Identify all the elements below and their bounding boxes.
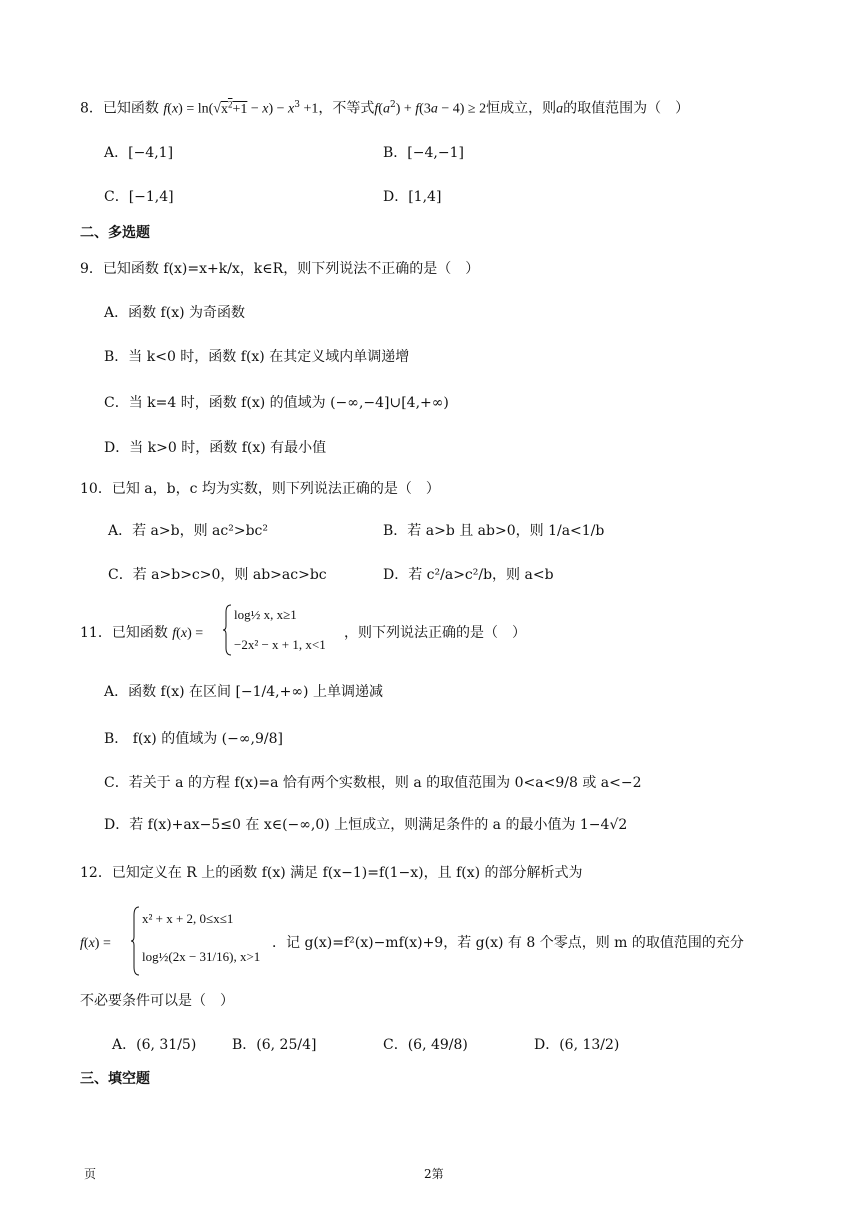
- q9-stem: 9．已知函数 f(x)=x+k/x，k∈R，则下列说法不正确的是（ ）: [80, 261, 480, 277]
- q8-var: a: [556, 101, 564, 117]
- q12-piece2: log½(2x − 31/16), x>1: [142, 949, 261, 964]
- q8-stem: 8．已知函数 $f(x) = \ln(√x^2+1 - x) - x^3 +1$，不等式$f(a^2) + f(3a - 4) \ge 2$恒成立，则a的取值范围为（ ）: [80, 99, 690, 117]
- q11-option-c: C．若关于 a 的方程 f(x)=a 恰有两个实数根，则 a 的取值范围为 0<a<9/8 或 a<−2: [104, 775, 642, 791]
- q11-option-b: B． f(x) 的值域为 (−∞,9/8]: [104, 731, 283, 747]
- q9-option-d: D．当 k>0 时，函数 f(x) 有最小值: [104, 440, 327, 456]
- q8-option-c: C．[−1,4]: [104, 189, 174, 205]
- q11-option-a: A．函数 f(x) 在区间 [−1/4,+∞) 上单调递减: [104, 684, 383, 700]
- q11-stem-suffix: ，则下列说法正确的是（ ）: [344, 625, 526, 641]
- section-title-fill-in: 三、填空题: [80, 1071, 150, 1087]
- q8-option-d: D．[1,4]: [383, 189, 442, 205]
- q12-option-b: B．(6, 25/4]: [232, 1037, 317, 1053]
- q12-brace: [130, 906, 270, 976]
- q9-option-a: A．函数 f(x) 为奇函数: [104, 305, 246, 321]
- q11-prefix: 11．已知函数: [80, 625, 168, 641]
- q9-option-b: B．当 k<0 时，函数 f(x) 在其定义域内单调递增: [104, 349, 410, 365]
- q8-mid: ，不等式: [318, 100, 375, 117]
- q12-option-a: A．(6, 31/5): [112, 1037, 197, 1053]
- q12-stem-line2: ．记 g(x)=f²(x)−mf(x)+9，若 g(x) 有 8 个零点，则 m 的取值范围的充分: [272, 935, 744, 951]
- q10-option-d: D．若 c²/a>c²/b，则 a<b: [383, 567, 554, 583]
- q12-option-d: D．(6, 13/2): [534, 1037, 620, 1053]
- q8-option-a: A．[−4,1]: [104, 145, 174, 161]
- brace-icon: [130, 906, 140, 976]
- q11-brace: [222, 604, 342, 656]
- section-title-multi-choice: 二、多选题: [80, 225, 150, 241]
- q11-option-d: D．若 f(x)+ax−5≤0 在 x∈(−∞,0) 上恒成立，则满足条件的 a 的最小值为 1−4√2: [104, 817, 628, 833]
- q12-piece1: x² + x + 2, 0≤x≤1: [142, 911, 234, 926]
- q8-suffix: 恒成立，则: [486, 100, 557, 117]
- q8-end: 的取值范围为（ ）: [563, 100, 690, 117]
- q12-option-c: C．(6, 49/8): [383, 1037, 468, 1053]
- footer-left: 页: [84, 1167, 97, 1181]
- q11-piece1: log½ x, x≥1: [234, 607, 297, 622]
- q10-stem: 10．已知 a，b，c 均为实数，则下列说法正确的是（ ）: [80, 481, 440, 497]
- q10-option-b: B．若 a>b 且 ab>0，则 1/a<1/b: [383, 523, 605, 539]
- q12-fx: f(x) =: [80, 936, 111, 951]
- q8-prefix: 8．已知函数: [80, 100, 159, 117]
- q8-option-b: B．[−4,−1]: [383, 145, 464, 161]
- q10-option-a: A．若 a>b，则 ac²>bc²: [108, 523, 268, 539]
- q12-stem-line1: 12．已知定义在 R 上的函数 f(x) 满足 f(x−1)=f(1−x)，且 f(x) 的部分解析式为: [80, 865, 583, 881]
- q11-stem-prefix: 11．已知函数 f(x) =: [80, 625, 204, 641]
- q12-stem-line3: 不必要条件可以是（ ）: [80, 993, 234, 1009]
- brace-icon: [222, 604, 232, 656]
- q10-option-c: C．若 a>b>c>0，则 ab>ac>bc: [108, 567, 327, 583]
- q9-option-c: C．当 k=4 时，函数 f(x) 的值域为 (−∞,−4]∪[4,+∞): [104, 395, 449, 411]
- footer-page-number: 2第: [424, 1167, 444, 1181]
- q11-piece2: −2x² − x + 1, x<1: [234, 637, 326, 652]
- q8-function: f: [163, 101, 168, 117]
